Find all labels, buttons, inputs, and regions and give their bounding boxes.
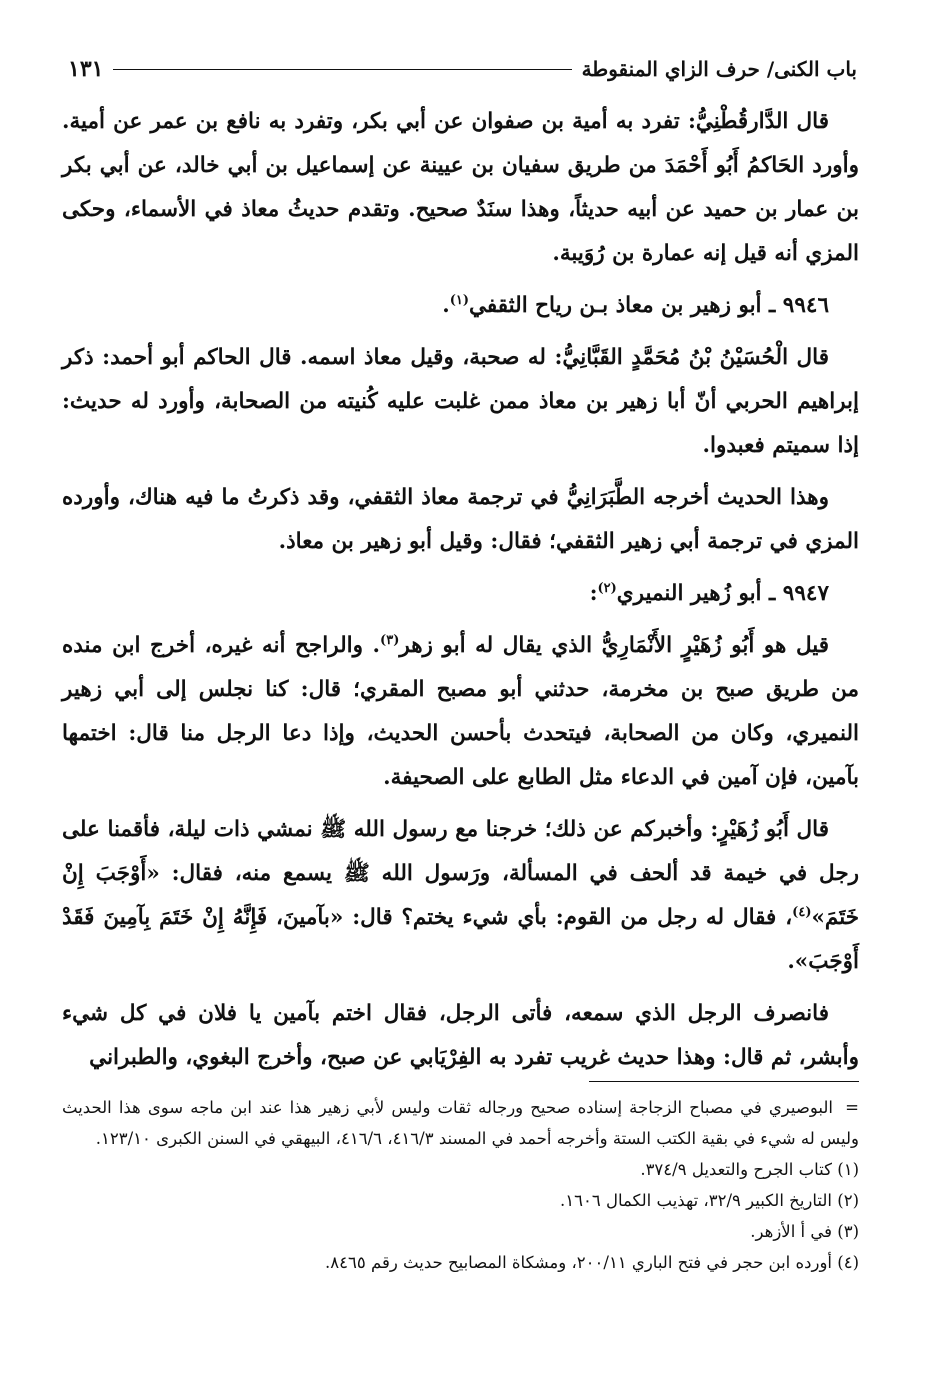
paragraph-text: قال الْحُسَيْنُ بْنُ مُحَمَّدٍ القَبَّانِيُّ: له صحبة، وقيل معاذ اسمه. قال الحاكم أبو أحمد: ذكر إبراهيم الحربي أنّ أبا زهير بن معاذ ممن غلبت عليه كُنيته من الصحابة، وأورد له حديث: إذا سميتم فعبدوا. <box>62 345 859 458</box>
header-rule <box>113 69 571 70</box>
running-title: باب الكنى/ حرف الزاي المنقوطة <box>581 57 857 81</box>
footnote-ref: (٣) <box>380 632 400 648</box>
paragraph-text: وهذا الحديث أخرجه الطَّبَرَانِيُّ في ترجمة معاذ الثقفي، وقد ذكرتُ ما فيه هناك، وأورده المزي في ترجمة أبي زهير الثقفي؛ فقال: وقيل أبو زهير بن معاذ. <box>62 485 859 554</box>
page-number: ١٣١ <box>68 56 104 82</box>
paragraph-anmari <box>62 624 859 800</box>
footnote-4: (٤) أورده ابن حجر في فتح الباري ٢٠٠/١١، ومشكاة المصابيح حديث رقم ٨٤٦٥. <box>325 1253 859 1272</box>
entry-title: ٩٩٤٦ ـ أبو زهير بن معاذ بـن رياح الثقفي <box>468 293 829 318</box>
paragraph-qabbani <box>62 336 859 468</box>
page-header <box>68 52 857 86</box>
continuation-marker: = <box>845 1098 859 1117</box>
paragraph-text: . والراجح أنه غيره، أخرج ابن منده من طريق صبح بن مخرمة، حدثني أبو مصبح المقري؛ قال: كنا نجلس إلى أبي زهير النميري، وكان من الصحابة، فيتحدث بأحسن الحديث، وإذا دعا الرجل منا قال: اختمها بآمين، فإن آمين في الدعاء مثل الطابع على الصحيفة. <box>62 633 859 790</box>
paragraph-text: قيل هو أَبُو زُهَيْرٍ الأَنْمَارِيُّ الذي يقال له أبو زهر <box>399 633 829 658</box>
footnote-ref: (٢) <box>597 580 617 596</box>
footnote-text: البوصيري في مصباح الزجاجة إسناده صحيح ورجاله ثقات وليس لأبي زهير هذا عند ابن ماجه سوى هذا الحديث وليس له شيء في بقية الكتب الستة وأخرجه أحمد في المسند ٤١٦/٣، ٤١٦/٦، البيهقي في السنن الكبرى ١٢٣/١٠. <box>62 1098 859 1148</box>
paragraph-abu-zuhair-hadith <box>62 808 859 984</box>
paragraph-daraqutni <box>62 100 859 276</box>
footnote-2: (٢) التاريخ الكبير ٣٢/٩، تهذيب الكمال ١٦٠٦. <box>560 1191 859 1210</box>
paragraph-tabarani <box>62 476 859 564</box>
footnote-continuation <box>62 1092 859 1154</box>
footnote-ref: (٤) <box>792 904 812 920</box>
footnote-3: (٣) في أ الأزهر. <box>750 1222 859 1241</box>
main-text <box>62 100 859 1088</box>
paragraph-insarafa <box>62 992 859 1080</box>
entry-punct: : <box>589 581 598 606</box>
paragraph-text: فانصرف الرجل الذي سمعه، فأتى الرجل، فقال اختم بآمين يا فلان في كل شيء وأبشر، ثم قال: وهذا حديث غريب تفرد به الفِرْيَابي عن صبح، وأخرج البغوي، والطبراني <box>62 1001 859 1070</box>
paragraph-text: قال الدَّارقُطْنِيُّ: تفرد به أمية بن صفوان عن أبي بكر، وتفرد به نافع بن عمر عن أمية. وأورد الحَاكمُ أَبُو أَحْمَدَ من طريق سفيان بن عيينة عن إسماعيل بن أبي خالد، عن أبي بكر بن عمار بن حميد عن أبيه حديثاً، وهذا سنَدٌ صحيح. وتقدم حديثُ معاذ في الأسماء، وحكى المزي أنه قيل إنه عمارة بن رُوَيبة. <box>62 109 859 266</box>
footnotes <box>62 1092 859 1278</box>
entry-heading-9946 <box>62 284 859 328</box>
paragraph-text: قال أَبُو زُهَيْرٍ: وأخبركم عن ذلك؛ خرجنا مع رسول الله ﷺ نمشي ذات ليلة، فأقمنا على رجل في خيمة قد ألحف في المسألة، ورَسول الله ﷺ يسمع منه، فقال: «أَوْجَبَ إِنْ خَتَمَ» <box>62 817 859 930</box>
entry-punct: . <box>442 293 450 318</box>
footnote-ref: (١) <box>449 292 469 308</box>
paragraph-text: ، فقال له رجل من القوم: بأي شيء يختم؟ قال: «بآمينَ، فَإِنَّهُ إِنْ خَتَمَ بِآمِينَ فَقَدْ أَوْجَبَ». <box>62 905 859 974</box>
footnote-1: (١) كتاب الجرح والتعديل ٣٧٤/٩. <box>640 1160 859 1179</box>
footnote-separator <box>589 1081 859 1082</box>
entry-title: ٩٩٤٧ ـ أبو زُهير النميري <box>616 581 829 606</box>
entry-heading-9947 <box>62 572 859 616</box>
